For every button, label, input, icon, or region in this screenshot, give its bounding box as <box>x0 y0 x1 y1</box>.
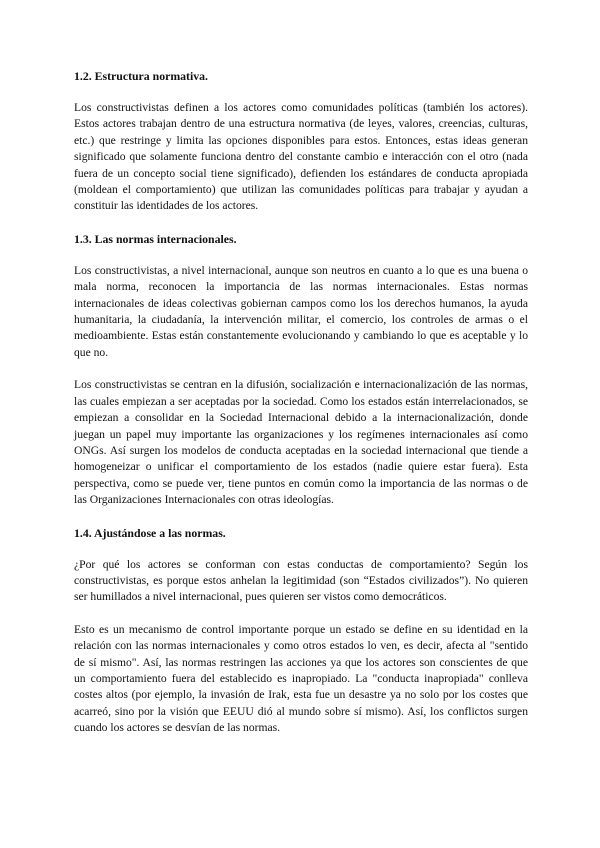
paragraph: Esto es un mecanismo de control importante porque un estado se define en su identidad en la relación con las normas internacionales y como otros estados lo ven, es decir, afecta al "sentido de sí mismo". Así, las normas restringen las acciones ya que los actores son conscientes de que un comportamiento fuera del establecido es inapropiado. La "conducta inapropiada" conlleva costes altos (por ejemplo, la invasión de Irak, esta fue un desastre ya no solo por los costes que acarreó, sino por la visión que EEUU dió al mundo sobre sí mismo). Así, los conflictos surgen cuando los actores se desvían de las normas. <box>74 622 528 735</box>
document-page <box>74 68 528 753</box>
paragraph: Los constructivistas se centran en la difusión, socialización e internacionalización de las normas, las cuales empiezan a ser aceptadas por la sociedad. Como los estados están interrelacionados, se empiezan a consolidar en la Sociedad Internacional debido a la internacionalización, donde juegan un papel muy importante las organizaciones y los regímenes internacionales así como ONGs. Así surgen los modelos de conducta aceptadas en la sociedad internacional que tiende a homogeneizar o unificar el comportamiento de los estados (nadie quiere estar fuera). Esta perspectiva, como se puede ver, tiene puntos en común como la importancia de las normas o de las Organizaciones Internacionales con otras ideologías. <box>74 378 528 507</box>
section-normas-internacionales <box>74 231 528 509</box>
section-heading: 1.2. Estructura normativa. <box>74 69 209 83</box>
section-estructura-normativa <box>74 68 528 215</box>
paragraph: Los constructivistas, a nivel internacional, aunque son neutros en cuanto a lo que es una buena o mala norma, reconocen la importancia de las normas internacionales. Estas normas internacionales de ideas colectivas gobiernan campos como los los derechos humanos, la ayuda humanitaria, la ciudadanía, la intervención militar, el comercio, los controles de armas o el medioambiente. Estas están constantemente evolucionando y cambiando lo que es aceptable y lo que no. <box>74 263 528 359</box>
section-ajustandose-normas <box>74 525 528 737</box>
paragraph: Los constructivistas definen a los actores como comunidades políticas (también los actores). Estos actores trabajan dentro de una estructura normativa (de leyes, valores, creencias, culturas, etc.) que restringe y limita las opciones disponibles para estos. Entonces, estas ideas generan significado que solamente funciona dentro del constante cambio e interacción con el otro (nada fuera de un concepto social tiene significado), defienden los estándares de conducta apropiada (moldean el comportamiento) que utilizan las comunidades políticas para trabajar y ayudan a constituir las identidades de los actores. <box>74 101 528 213</box>
section-heading: 1.4. Ajustándose a las normas. <box>74 525 226 540</box>
paragraph: ¿Por qué los actores se conforman con estas conductas de comportamiento? Según los constructivistas, es porque estos anhelan la legitimidad (son “Estados civilizados”). No quieren ser humillados a nivel internacional, pues quieren ser vistos como democráticos. <box>74 557 528 604</box>
section-heading: 1.3. Las normas internacionales. <box>74 231 237 246</box>
